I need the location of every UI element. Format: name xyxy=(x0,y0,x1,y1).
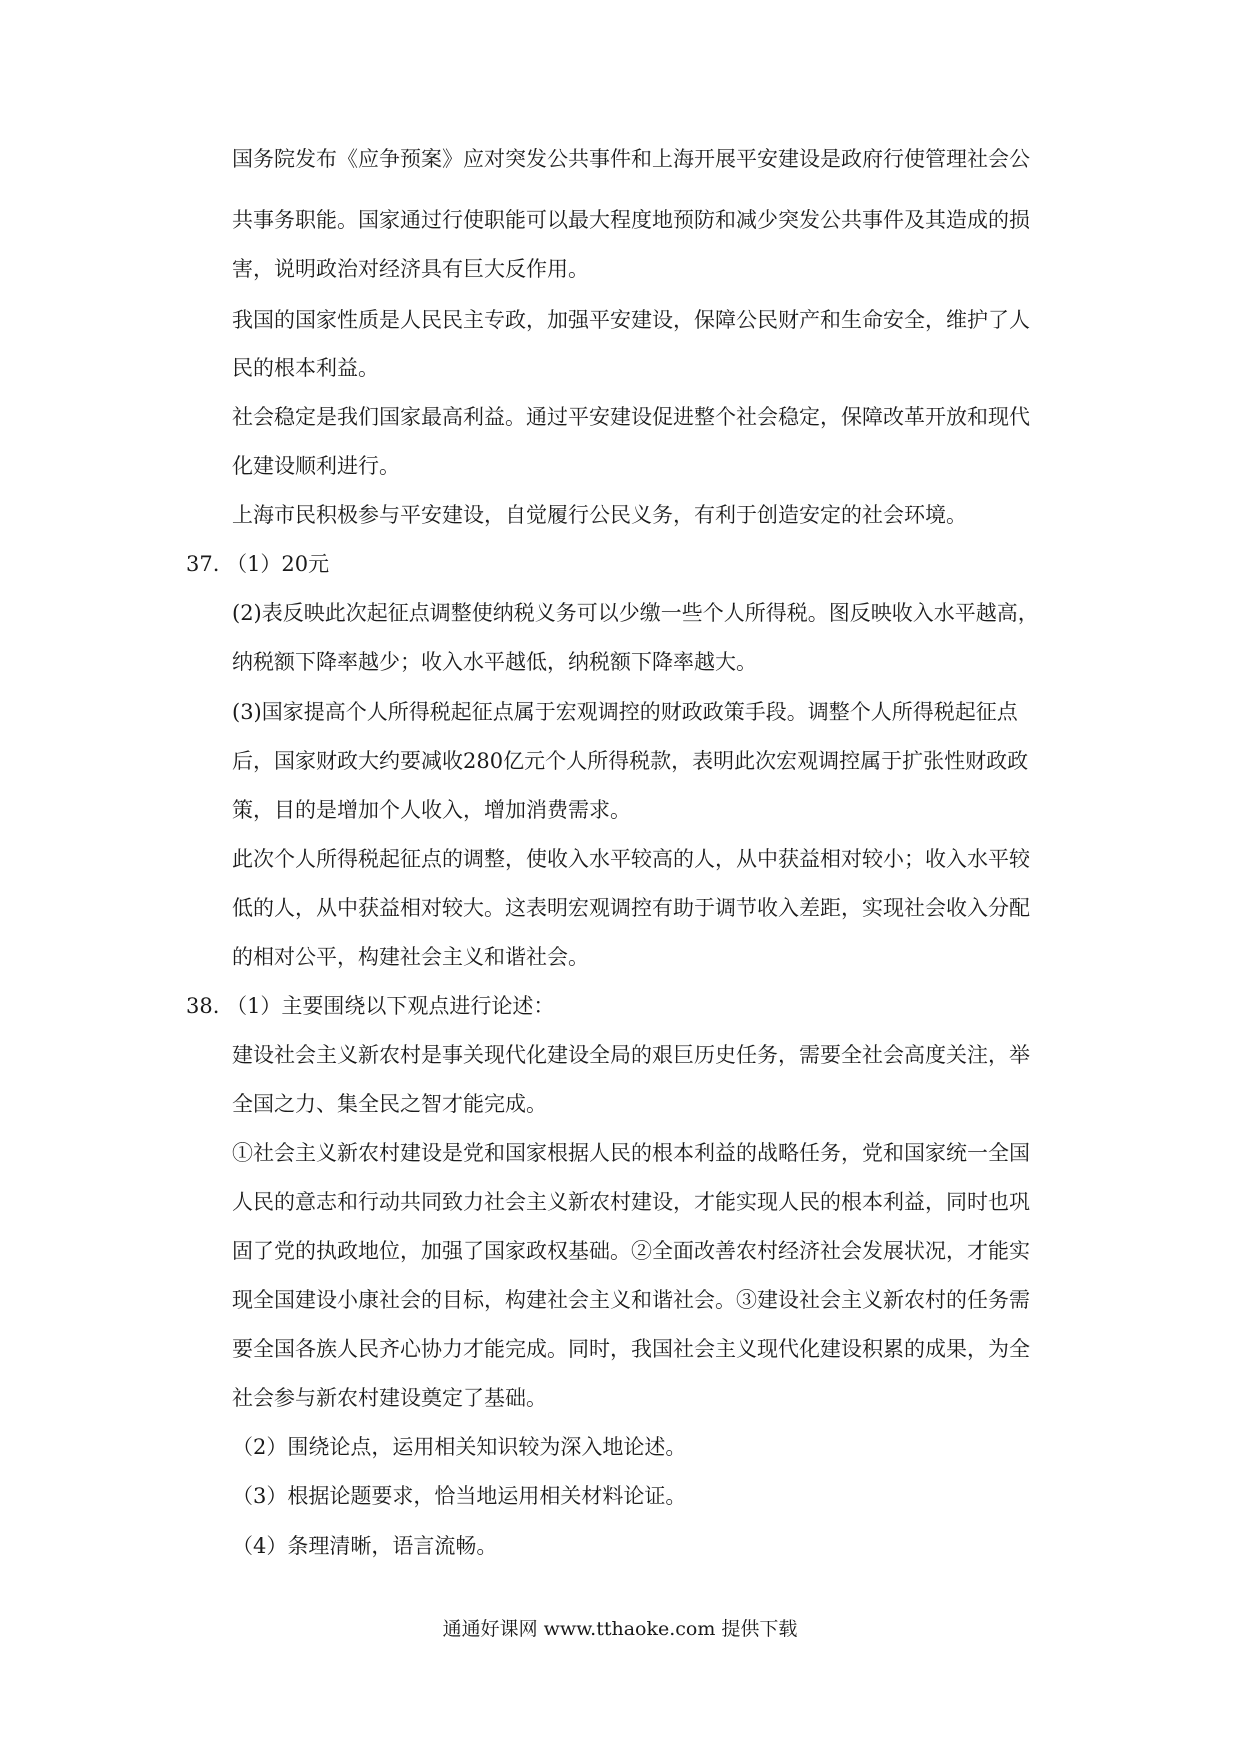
page-footer: 通通好课网 www.tthaoke.com 提供下载 xyxy=(442,1618,798,1640)
text-line: 策，目的是增加个人收入，增加消费需求。 xyxy=(232,798,631,822)
question-38-heading: 38. （1）主要围绕以下观点进行论述： xyxy=(186,994,555,1018)
text-line: (2)表反映此次起征点调整使纳税义务可以少缴一些个人所得税。图反映收入水平越高， xyxy=(232,601,1039,625)
text-line: 我国的国家性质是人民民主专政，加强平安建设，保障公民财产和生命安全，维护了人 xyxy=(232,308,1030,332)
text-line: 民的根本利益。 xyxy=(232,356,379,380)
text-line: 国务院发布《应争预案》应对突发公共事件和上海开展平安建设是政府行使管理社会公 xyxy=(232,147,1030,171)
text-line: 此次个人所得税起征点的调整，使收入水平较高的人，从中获益相对较小；收入水平较 xyxy=(232,847,1030,871)
text-line: 的相对公平，构建社会主义和谐社会。 xyxy=(232,945,589,969)
question-37-heading: 37. （1）20元 xyxy=(186,552,330,576)
text-line: （4）条理清晰，语言流畅。 xyxy=(232,1534,498,1558)
text-line: 要全国各族人民齐心协力才能完成。同时，我国社会主义现代化建设积累的成果，为全 xyxy=(232,1337,1030,1361)
text-line: （2）围绕论点，运用相关知识较为深入地论述。 xyxy=(232,1435,687,1459)
text-line: 现全国建设小康社会的目标，构建社会主义和谐社会。③建设社会主义新农村的任务需 xyxy=(232,1288,1030,1312)
text-line: 社会稳定是我们国家最高利益。通过平安建设促进整个社会稳定，保障改革开放和现代 xyxy=(232,405,1030,429)
text-line: （3）根据论题要求，恰当地运用相关材料论证。 xyxy=(232,1484,687,1508)
text-line: 固了党的执政地位，加强了国家政权基础。②全面改善农村经济社会发展状况，才能实 xyxy=(232,1239,1030,1263)
text-line: 纳税额下降率越少；收入水平越低，纳税额下降率越大。 xyxy=(232,650,757,674)
text-line: 害，说明政治对经济具有巨大反作用。 xyxy=(232,257,589,281)
text-line: 建设社会主义新农村是事关现代化建设全局的艰巨历史任务，需要全社会高度关注，举 xyxy=(232,1043,1030,1067)
text-line: 低的人，从中获益相对较大。这表明宏观调控有助于调节收入差距，实现社会收入分配 xyxy=(232,896,1030,920)
text-line: 上海市民积极参与平安建设，自觉履行公民义务，有利于创造安定的社会环境。 xyxy=(232,503,967,527)
text-line: 化建设顺利进行。 xyxy=(232,454,400,478)
text-line: 全国之力、集全民之智才能完成。 xyxy=(232,1092,547,1116)
text-line: 人民的意志和行动共同致力社会主义新农村建设，才能实现人民的根本利益，同时也巩 xyxy=(232,1190,1030,1214)
text-line: (3)国家提高个人所得税起征点属于宏观调控的财政政策手段。调整个人所得税起征点 xyxy=(232,700,1018,724)
text-line: 后，国家财政大约要减收280亿元个人所得税款，表明此次宏观调控属于扩张性财政政 xyxy=(232,749,1029,773)
text-line: 共事务职能。国家通过行使职能可以最大程度地预防和减少突发公共事件及其造成的损 xyxy=(232,208,1030,232)
text-line: 社会参与新农村建设奠定了基础。 xyxy=(232,1386,547,1410)
text-line: ①社会主义新农村建设是党和国家根据人民的根本利益的战略任务，党和国家统一全国 xyxy=(232,1141,1030,1165)
